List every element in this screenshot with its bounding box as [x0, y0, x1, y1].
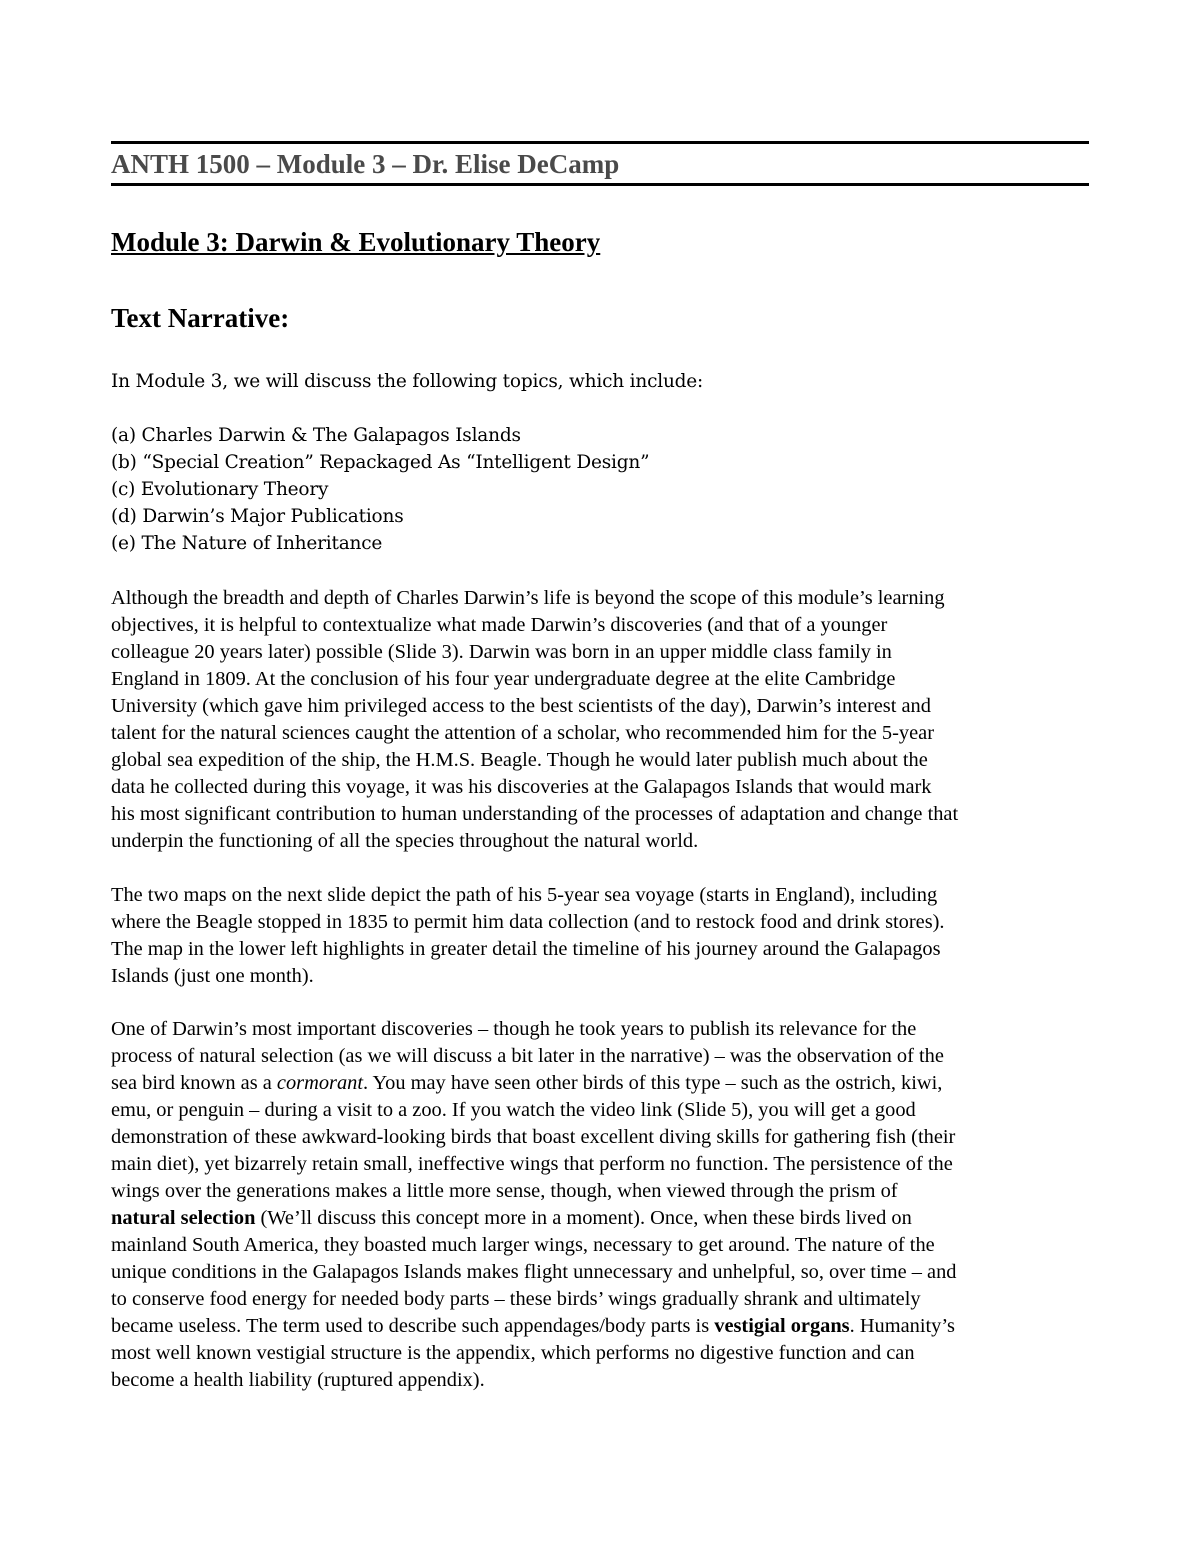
term-vestigial-organs: vestigial organs: [714, 1315, 850, 1337]
paragraph-line: Although the breadth and depth of Charles Darwin’s life is beyond the scope of this module’s learning: [111, 587, 945, 609]
topic-item: (e) The Nature of Inheritance: [111, 533, 383, 554]
paragraph-darwin-background: [111, 585, 1091, 855]
term-cormorant: cormorant: [276, 1072, 364, 1094]
paragraph-line: The two maps on the next slide depict the path of his 5-year sea voyage (starts in England), including: [111, 884, 938, 906]
paragraph-line: talent for the natural sciences caught the attention of a scholar, who recommended him for the 5-year: [111, 722, 934, 744]
paragraph-line: One of Darwin’s most important discoveries – though he took years to publish its relevance for the: [111, 1018, 917, 1040]
topic-list: [111, 422, 1091, 557]
topic-item: (d) Darwin’s Major Publications: [111, 506, 404, 527]
paragraph-line: England in 1809. At the conclusion of his four year undergraduate degree at the elite Cambridge: [111, 668, 896, 690]
line-text: . Humanity’s: [849, 1315, 955, 1337]
paragraph-line: objectives, it is helpful to contextualize what made Darwin’s discoveries (and that of a younger: [111, 614, 888, 636]
paragraph-line: main diet), yet bizarrely retain small, ineffective wings that perform no function. The persistence of the: [111, 1153, 953, 1175]
header-rule-top: [111, 141, 1089, 144]
paragraph-line: become a health liability (ruptured appendix).: [111, 1369, 485, 1391]
term-natural-selection: natural selection: [111, 1207, 256, 1229]
paragraph-line: where the Beagle stopped in 1835 to permit him data collection (and to restock food and drink stores).: [111, 911, 945, 933]
line-text: . You may have seen other birds of this type – such as the ostrich, kiwi,: [363, 1072, 943, 1094]
paragraph-line: mainland South America, they boasted much larger wings, necessary to get around. The nature of the: [111, 1234, 935, 1256]
module-title: Module 3: Darwin & Evolutionary Theory: [111, 227, 601, 257]
topic-item: (a) Charles Darwin & The Galapagos Islands: [111, 425, 521, 446]
paragraph-cormorant: [111, 1016, 1091, 1394]
paragraph-line: The map in the lower left highlights in greater detail the timeline of his journey around the Galapagos: [111, 938, 941, 960]
paragraph-line: underpin the functioning of all the species throughout the natural world.: [111, 830, 699, 852]
paragraph-line: global sea expedition of the ship, the H.M.S. Beagle. Though he would later publish much about the: [111, 749, 928, 771]
line-text: sea bird known as a: [111, 1072, 277, 1094]
paragraph-line: University (which gave him privileged access to the best scientists of the day), Darwin’s interest and: [111, 695, 931, 717]
paragraph-line: data he collected during this voyage, it was his discoveries at the Galapagos Islands that would mark: [111, 776, 932, 798]
paragraph-line: [111, 1205, 1091, 1232]
paragraph-line: [111, 1070, 1091, 1097]
line-text: became useless. The term used to describe such appendages/body parts is: [111, 1315, 715, 1337]
paragraph-line: wings over the generations makes a little more sense, though, when viewed through the prism of: [111, 1180, 898, 1202]
paragraph-voyage-maps: [111, 882, 1091, 990]
topic-item: (c) Evolutionary Theory: [111, 479, 329, 500]
paragraph-line: unique conditions in the Galapagos Islands makes flight unnecessary and unhelpful, so, over time – and: [111, 1261, 957, 1283]
paragraph-line: most well known vestigial structure is the appendix, which performs no digestive function and can: [111, 1342, 915, 1364]
paragraph-line: demonstration of these awkward-looking birds that boast excellent diving skills for gathering fish (their: [111, 1126, 956, 1148]
document-header-title: ANTH 1500 – Module 3 – Dr. Elise DeCamp: [111, 149, 620, 179]
intro-sentence: In Module 3, we will discuss the following topics, which include:: [111, 371, 704, 392]
paragraph-line: colleague 20 years later) possible (Slide 3). Darwin was born in an upper middle class family in: [111, 641, 892, 663]
paragraph-line: [111, 1313, 1091, 1340]
topic-item: (b) “Special Creation” Repackaged As “Intelligent Design”: [111, 452, 650, 473]
paragraph-line: emu, or penguin – during a visit to a zoo. If you watch the video link (Slide 5), you will get a good: [111, 1099, 916, 1121]
paragraph-line: to conserve food energy for needed body parts – these birds’ wings gradually shrank and ultimately: [111, 1288, 921, 1310]
paragraph-line: Islands (just one month).: [111, 965, 314, 987]
line-text: (We’ll discuss this concept more in a moment). Once, when these birds lived on: [255, 1207, 912, 1229]
header-rule-bottom: [111, 183, 1089, 186]
paragraph-line: his most significant contribution to human understanding of the processes of adaptation and change that: [111, 803, 959, 825]
paragraph-line: process of natural selection (as we will discuss a bit later in the narrative) – was the observation of the: [111, 1045, 944, 1067]
section-heading: Text Narrative:: [111, 303, 290, 333]
